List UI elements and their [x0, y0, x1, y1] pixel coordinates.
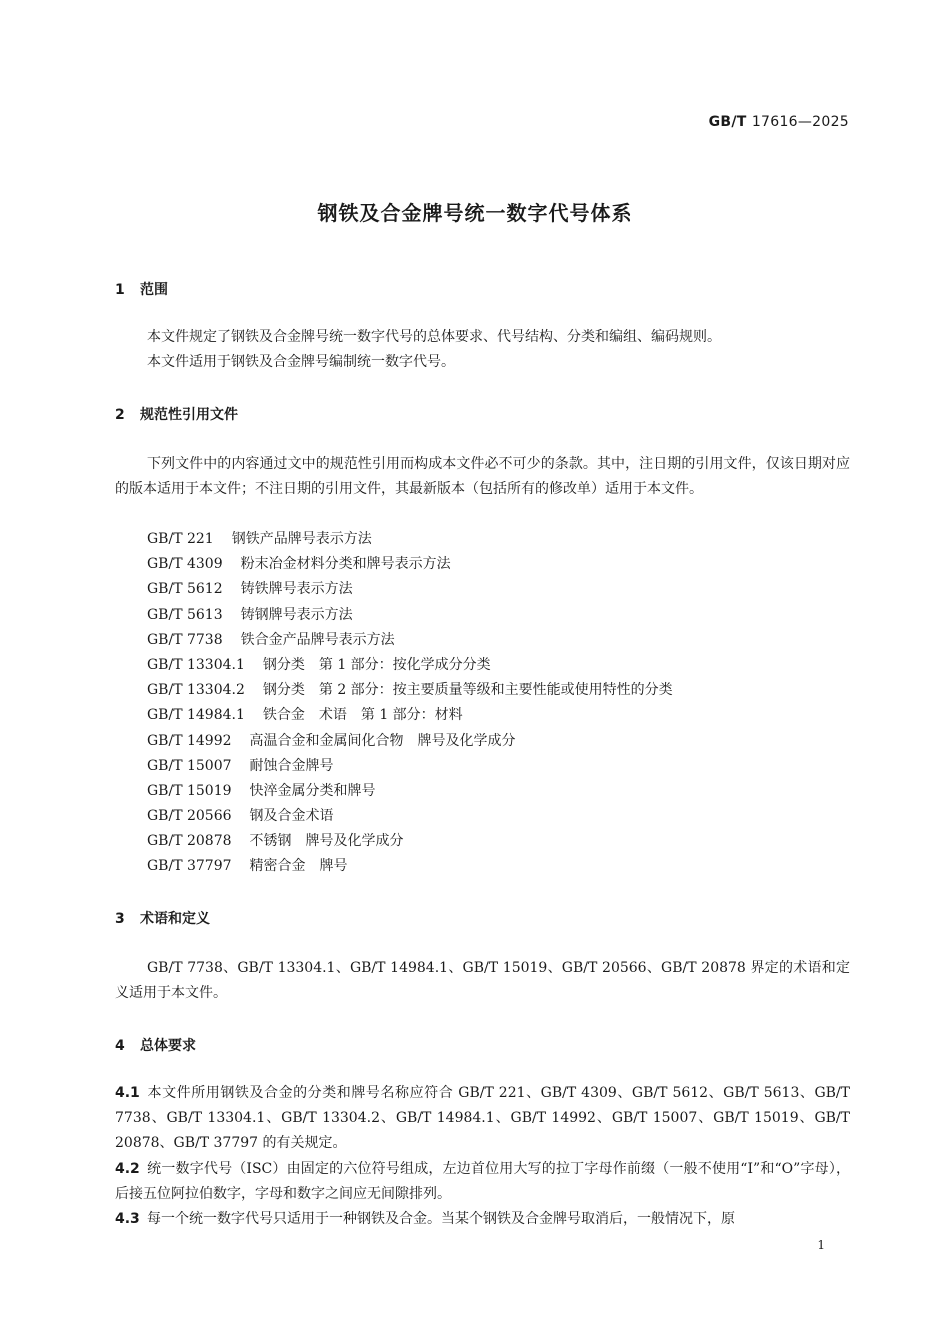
- section-title: 总体要求: [140, 1038, 196, 1054]
- reference-item: [147, 603, 673, 628]
- section-heading-requirements: [115, 1035, 196, 1055]
- section-heading-normative: [115, 404, 238, 424]
- reference-item: [147, 804, 673, 829]
- reference-code: GB/T 7738: [147, 631, 223, 648]
- standard-code: [709, 114, 849, 130]
- reference-code: GB/T 5612: [147, 581, 223, 598]
- reference-code: GB/T 221: [147, 531, 214, 547]
- reference-title: 高温合金和金属间化合物 牌号及化学成分: [249, 732, 516, 749]
- reference-item: [147, 577, 673, 602]
- clause-number: 4.3: [115, 1211, 140, 1227]
- clause-text: 本文件所用钢铁及合金的分类和牌号名称应符合 GB/T 221、GB/T 4309、GB/T 5612、GB/T 5613、GB/T 7738、GB/T 13304.1、GB/T 13304.2、GB/T 14984.1、GB/T 14992、GB/T 15007、GB/T 15019、GB/T 20878、GB/T 37797 的有关规定。: [115, 1085, 850, 1151]
- scope-paragraph-1: 本文件规定了钢铁及合金牌号统一数字代号的总体要求、代号结构、分类和编组、编码规则。: [147, 329, 721, 345]
- standard-number: 17616—2025: [751, 114, 849, 130]
- reference-code: GB/T 15019: [147, 782, 232, 799]
- reference-title: 铸铁牌号表示方法: [240, 581, 353, 598]
- section-number: 2: [115, 407, 125, 423]
- clause-text: 每一个统一数字代号只适用于一种钢铁及合金。当某个钢铁及合金牌号取消后，一般情况下，原: [147, 1211, 735, 1227]
- reference-title: 铁合金 术语 第 1 部分：材料: [262, 707, 463, 724]
- reference-title: 铁合金产品牌号表示方法: [240, 631, 395, 648]
- clause-4-3: [115, 1207, 850, 1232]
- section-title: 规范性引用文件: [140, 407, 238, 423]
- clause-4-2: [115, 1157, 850, 1207]
- section-title: 范围: [140, 282, 168, 298]
- reference-code: GB/T 37797: [147, 858, 232, 875]
- reference-title: 粉末冶金材料分类和牌号表示方法: [240, 556, 451, 573]
- section-number: 1: [115, 282, 125, 298]
- reference-code: GB/T 4309: [147, 556, 223, 573]
- reference-title: 精密合金 牌号: [249, 858, 348, 875]
- reference-title: 不锈钢 牌号及化学成分: [249, 833, 404, 850]
- reference-code: GB/T 14992: [147, 732, 232, 749]
- reference-item: [147, 754, 673, 779]
- reference-code: GB/T 13304.1: [147, 656, 245, 673]
- page-number: 1: [817, 1238, 825, 1252]
- clause-number: 4.1: [115, 1085, 140, 1101]
- reference-code: GB/T 13304.2: [147, 682, 245, 699]
- reference-item: [147, 527, 673, 552]
- reference-code: GB/T 15007: [147, 757, 232, 774]
- section-title: 术语和定义: [140, 911, 210, 927]
- reference-code: GB/T 20878: [147, 833, 232, 850]
- reference-item: [147, 779, 673, 804]
- reference-code: GB/T 5613: [147, 606, 223, 623]
- terms-paragraph: GB/T 7738、GB/T 13304.1、GB/T 14984.1、GB/T 15019、GB/T 20566、GB/T 20878 界定的术语和定义适用于本文件。: [115, 960, 850, 1001]
- section-heading-scope: [115, 279, 168, 299]
- reference-code: GB/T 14984.1: [147, 707, 245, 724]
- standard-prefix: GB/T: [708, 114, 747, 130]
- reference-item: [147, 678, 673, 703]
- reference-item: [147, 703, 673, 728]
- reference-item: [147, 854, 673, 879]
- section-heading-terms: [115, 908, 210, 928]
- reference-title: 钢及合金术语: [249, 808, 334, 825]
- normative-intro: 下列文件中的内容通过文中的规范性引用而构成本文件必不可少的条款。其中，注日期的引用文件，仅该日期对应的版本适用于本文件；不注日期的引用文件，其最新版本（包括所有的修改单）适用于本文件。: [115, 456, 850, 497]
- section-number: 4: [115, 1038, 125, 1054]
- section-number: 3: [115, 911, 125, 927]
- reference-title: 钢分类 第 2 部分：按主要质量等级和主要性能或使用特性的分类: [262, 682, 673, 699]
- reference-title: 钢分类 第 1 部分：按化学成分分类: [262, 656, 491, 673]
- reference-code: GB/T 20566: [147, 808, 232, 825]
- reference-item: [147, 653, 673, 678]
- reference-item: [147, 552, 673, 577]
- clause-4-1: [115, 1081, 850, 1156]
- document-title: 钢铁及合金牌号统一数字代号体系: [317, 201, 633, 225]
- reference-item: [147, 829, 673, 854]
- reference-title: 耐蚀合金牌号: [249, 757, 334, 774]
- reference-item: [147, 729, 673, 754]
- reference-title: 铸钢牌号表示方法: [240, 606, 353, 623]
- clause-number: 4.2: [115, 1161, 140, 1177]
- scope-paragraph-2: 本文件适用于钢铁及合金牌号编制统一数字代号。: [147, 354, 455, 370]
- reference-item: [147, 628, 673, 653]
- reference-title: 钢铁产品牌号表示方法: [231, 531, 372, 547]
- reference-title: 快淬金属分类和牌号: [249, 782, 376, 799]
- clause-text: 统一数字代号（ISC）由固定的六位符号组成，左边首位用大写的拉丁字母作前缀（一般不使用“I”和“O”字母），后接五位阿拉伯数字，字母和数字之间应无间隙排列。: [115, 1161, 850, 1202]
- reference-list: [147, 527, 673, 880]
